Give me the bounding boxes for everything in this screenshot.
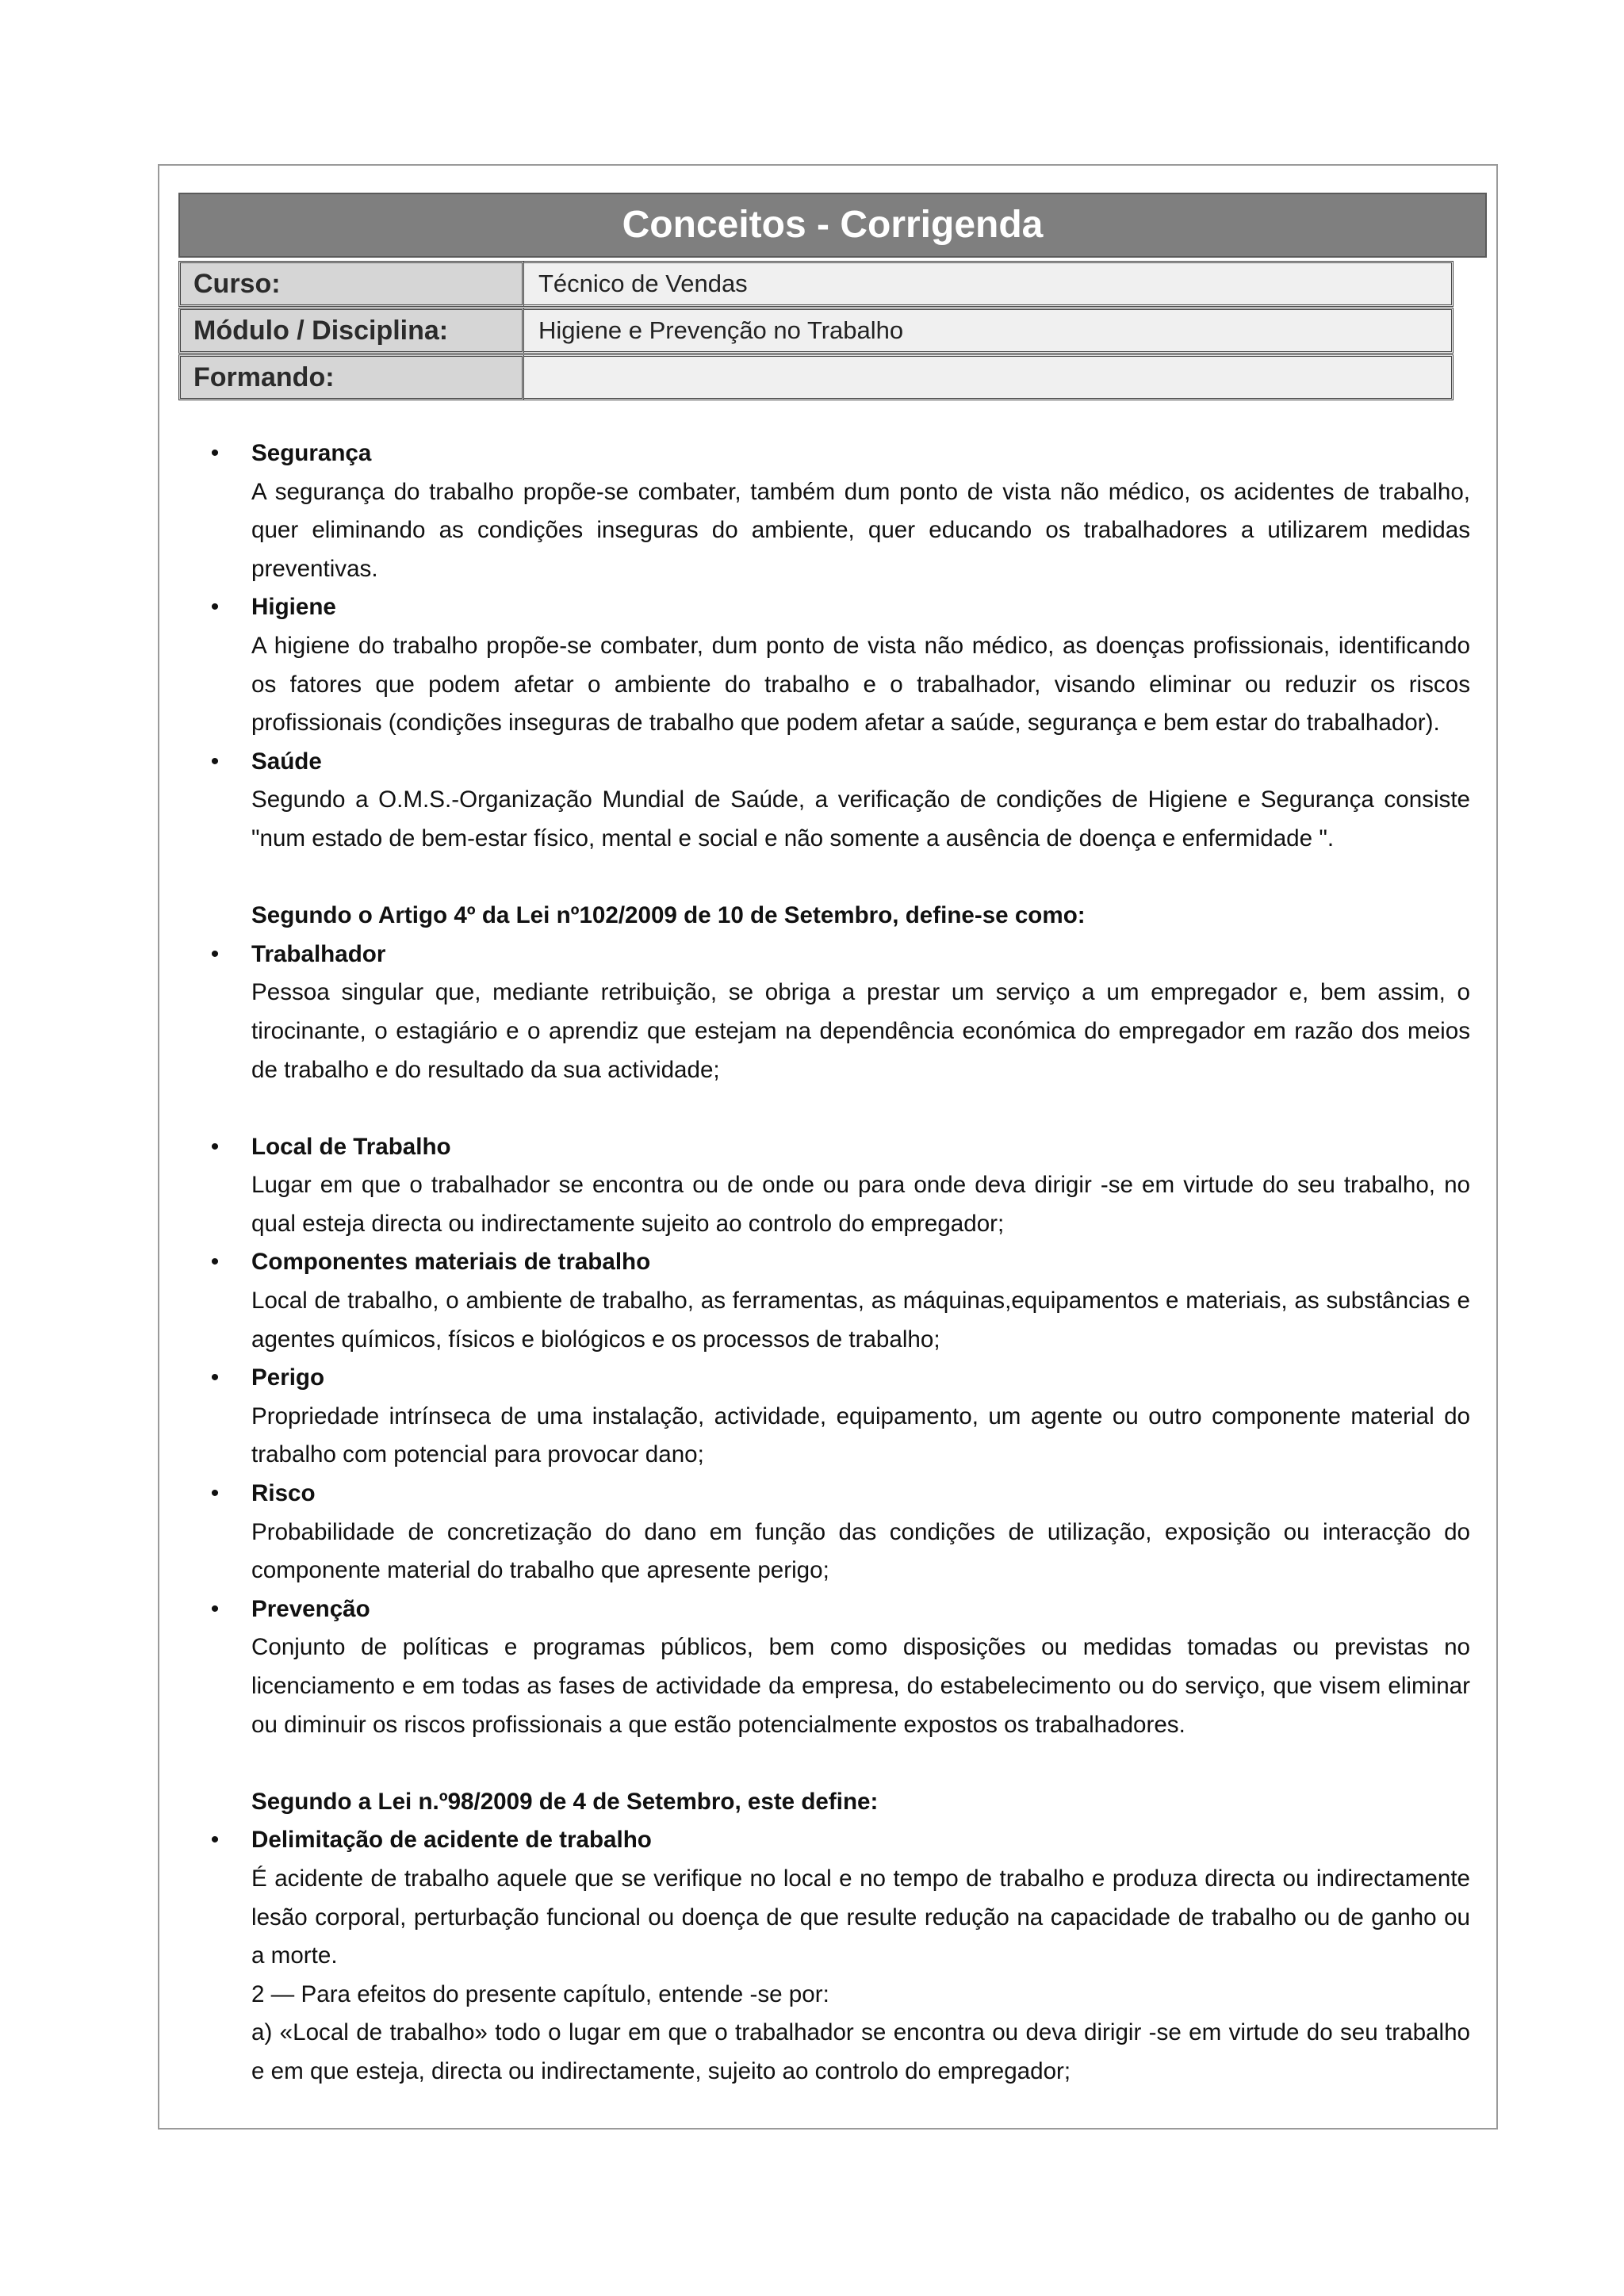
- bullet-icon: •: [210, 440, 220, 466]
- bullet-icon: •: [210, 1364, 220, 1391]
- definition-local-de-trabalho: [210, 1128, 1470, 1244]
- definition-acidente-de-trabalho: [210, 1821, 1470, 2091]
- paragraph-2: 2 — Para efeitos do presente capítulo, entende -se por:: [251, 1980, 829, 2007]
- definition-text: Local de trabalho, o ambiente de trabalho, as ferramentas, as máquinas,equipamentos e materiais, as substâncias e agentes químicos, físicos e biológicos e os processos de trabalho;: [251, 1288, 1470, 1353]
- definition-text: Propriedade intrínseca de uma instalação, actividade, equipamento, um agente ou outro componente material do trabalho com potencial para provocar dano;: [251, 1402, 1470, 1468]
- definition-perigo: [210, 1359, 1470, 1475]
- definition-term: Trabalhador: [251, 940, 386, 967]
- bullet-icon: •: [210, 594, 220, 621]
- section-heading-lei98: Segundo a Lei n.º98/2009 de 4 de Setembro, este define:: [251, 1788, 879, 1815]
- bullet-icon: •: [210, 1595, 220, 1622]
- field-label-curso: Curso:: [178, 261, 524, 307]
- concept-term: Segurança: [251, 440, 372, 466]
- definition-term: Prevenção: [251, 1595, 370, 1622]
- definition-text: Conjunto de políticas e programas públicos, bem como disposições ou medidas tomadas ou previstas no licenciamento e em todas as fases de actividade da empresa, do estabelecimento ou do serviço, que visem eliminar ou diminuir os riscos profissionais a que estão potencialmente expostos os trabalhadores.: [251, 1634, 1470, 1738]
- definition-term: Delimitação de acidente de trabalho: [251, 1827, 652, 1854]
- concept-text: A segurança do trabalho propõe-se combater, também dum ponto de vista não médico, os acidentes de trabalho, quer eliminando as condições inseguras do ambiente, quer educando os trabalhadores a utilizarem medidas preventivas.: [251, 478, 1470, 582]
- definition-term: Risco: [251, 1480, 316, 1507]
- concept-text: Segundo a O.M.S.-Organização Mundial de Saúde, a verificação de condições de Higiene e Segurança consiste "num estado de bem-estar físico, mental e social e não somente a ausência de doença e enfermidade ".: [251, 786, 1470, 851]
- document-body: [210, 434, 1470, 2091]
- field-label-modulo: Módulo / Disciplina:: [178, 308, 524, 354]
- paragraph-a: a) «Local de trabalho» todo o lugar em que o trabalhador se encontra ou deva dirigir -se em virtude do seu trabalho e em que esteja, directa ou indirectamente, sujeito ao controlo do empregador;: [251, 2019, 1470, 2084]
- definition-risco: [210, 1475, 1470, 1590]
- bullet-icon: •: [210, 748, 220, 775]
- section-heading-lei102: Segundo o Artigo 4º da Lei nº102/2009 de 10 de Setembro, define-se como:: [251, 902, 1086, 929]
- definition-term: Local de Trabalho: [251, 1133, 451, 1160]
- concept-seguranca: [210, 434, 1470, 588]
- bullet-icon: •: [210, 1133, 220, 1160]
- definition-prevencao: [210, 1590, 1470, 1744]
- definition-trabalhador: [210, 936, 1470, 1089]
- info-row-modulo: [178, 308, 1454, 354]
- definition-text: Lugar em que o trabalhador se encontra ou de onde ou para onde deva dirigir -se em virtude do seu trabalho, no qual esteja directa ou indirectamente sujeito ao controlo do empregador;: [251, 1172, 1470, 1237]
- definition-term: Componentes materiais de trabalho: [251, 1249, 651, 1276]
- bullet-icon: •: [210, 1480, 220, 1507]
- page-title: Conceitos - Corrigenda: [178, 193, 1487, 258]
- bullet-icon: •: [210, 940, 220, 967]
- concept-saude: [210, 743, 1470, 859]
- definition-text: É acidente de trabalho aquele que se verifique no local e no tempo de trabalho e produza directa ou indirectamente lesão corporal, perturbação funcional ou doença de que resulte redução na capacidade de trabalho ou de ganho ou a morte.: [251, 1865, 1470, 1969]
- info-row-formando: [178, 354, 1454, 400]
- field-value-modulo: Higiene e Prevenção no Trabalho: [524, 308, 1454, 354]
- definition-text: Probabilidade de concretização do dano em função das condições de utilização, exposição ou interacção do componente material do trabalho que apresente perigo;: [251, 1518, 1470, 1584]
- concept-higiene: [210, 588, 1470, 742]
- definition-term: Perigo: [251, 1364, 325, 1391]
- concept-text: A higiene do trabalho propõe-se combater, dum ponto de vista não médico, as doenças profissionais, identificando os fatores que podem afetar o ambiente do trabalho e o trabalhador, visando eliminar ou reduzir os riscos profissionais (condições inseguras de trabalho que podem afetar a saúde, segurança e bem estar do trabalhador).: [251, 632, 1470, 737]
- concept-term: Saúde: [251, 748, 322, 775]
- field-value-curso: Técnico de Vendas: [524, 261, 1454, 307]
- definition-componentes-materiais: [210, 1243, 1470, 1359]
- bullet-icon: •: [210, 1827, 220, 1854]
- field-label-formando: Formando:: [178, 354, 524, 400]
- info-row-curso: [178, 261, 1454, 307]
- concept-term: Higiene: [251, 594, 336, 621]
- field-value-formando: [524, 354, 1454, 400]
- bullet-icon: •: [210, 1249, 220, 1276]
- definition-text: Pessoa singular que, mediante retribuição, se obriga a prestar um serviço a um empregador e, bem assim, o tirocinante, o estagiário e o aprendiz que estejam na dependência económica do empregador em razão dos meios de trabalho e do resultado da sua actividade;: [251, 979, 1470, 1083]
